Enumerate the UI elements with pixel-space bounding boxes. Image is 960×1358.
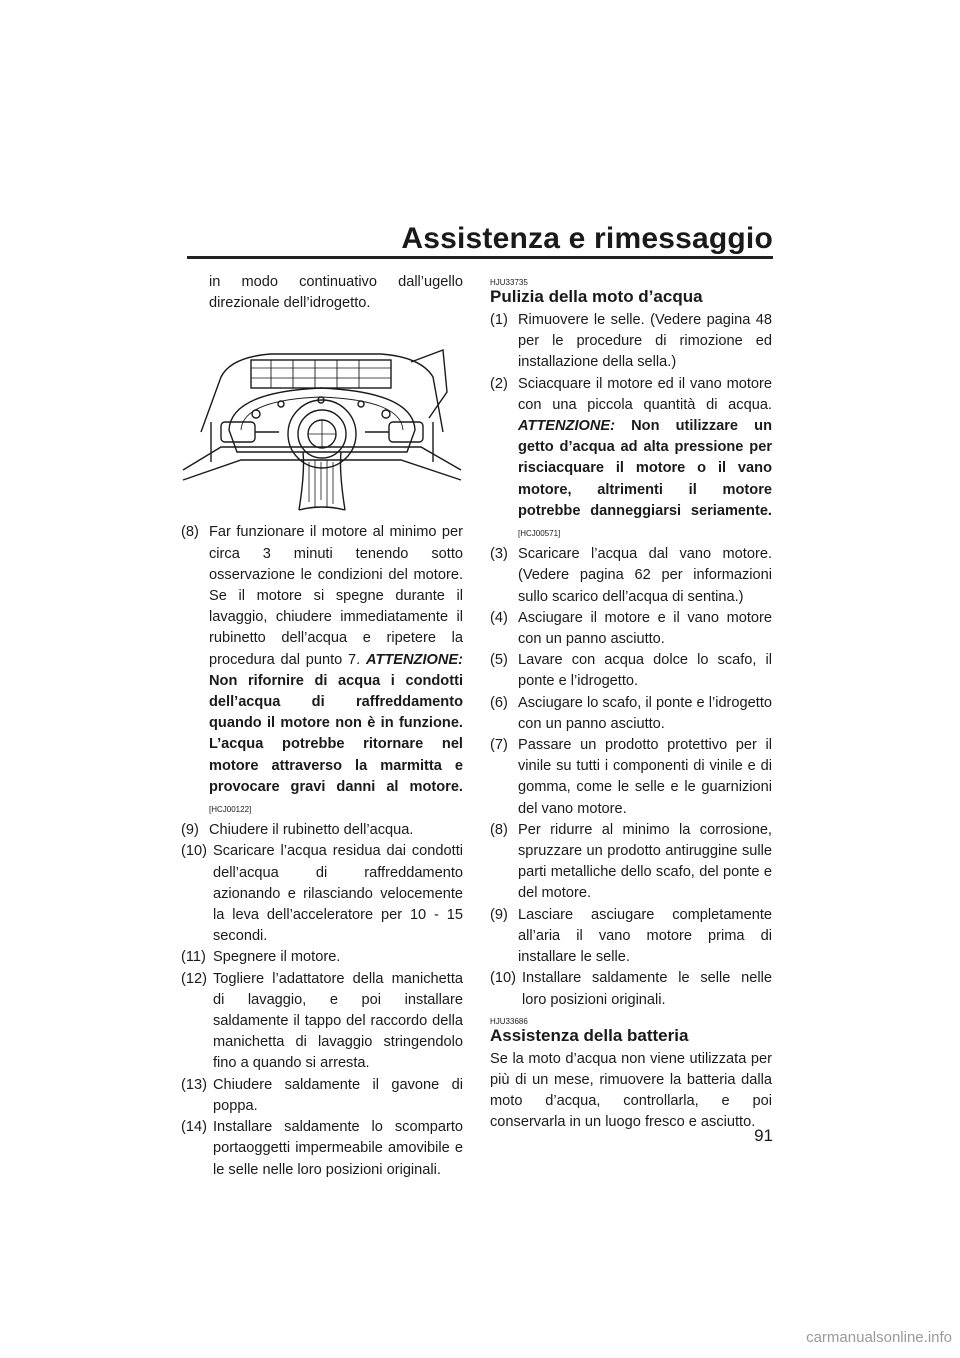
item-number: (1) — [490, 312, 508, 328]
item-number: (8) — [490, 821, 508, 838]
list-item — [490, 905, 772, 969]
item-number: (3) — [490, 546, 508, 563]
list-item — [181, 947, 463, 968]
list-item — [490, 310, 772, 374]
item-text: Per ridurre al minimo la corrosione, spruzzare un prodotto antiruggine sulle parti metalliche dello scafo, del ponte e del motore. — [518, 821, 772, 902]
header-rule — [187, 256, 773, 259]
item-text: Chiudere il rubinetto dell’acqua. — [209, 822, 414, 839]
item-text: Asciugare il motore e il vano motore con un panno asciutto. — [518, 609, 772, 648]
reference-code: [HCJ00571] — [518, 529, 561, 539]
list-item — [490, 968, 772, 1010]
item-text: Scaricare l’acqua dal vano motore. (Vedere pagina 62 per informazioni sullo scarico dell’acqua di sentina.) — [518, 546, 772, 605]
intro-text: in modo continuativo dall’ugello direzionale dell’idrogetto. — [209, 274, 463, 312]
item-text: Chiudere saldamente il gavone di poppa. — [213, 1076, 463, 1114]
caution-label: ATTENZIONE: — [365, 651, 463, 668]
item-number: (13) — [181, 1076, 207, 1093]
item-number: (5) — [490, 652, 508, 669]
item-text: Installare saldamente le selle nelle loro posizioni originali. — [522, 970, 772, 1008]
item-text: Rimuovere le selle. (Vedere pagina 48 per le procedure di rimozione ed installazione della sella.) — [518, 312, 772, 371]
item-text: Lasciare asciugare completamente all’aria il vano motore prima di installare le selle. — [518, 906, 772, 966]
list-item — [181, 1117, 463, 1181]
list-item — [490, 544, 772, 608]
reference-code: [HCJ00122] — [209, 805, 252, 815]
section-code: HJU33735 — [490, 278, 528, 287]
watermark: carmanualsonline.info — [806, 1329, 952, 1346]
section-text: Se la moto d’acqua non viene utilizzata per più di un mese, rimuovere la batteria dalla moto d’acqua, controllarla, e poi conservarla in un luogo fresco e asciutto. — [490, 1050, 772, 1131]
list-item — [181, 969, 463, 1075]
item-number: (14) — [181, 1119, 207, 1136]
right-column — [490, 272, 772, 1134]
item-text: Spegnere il motore. — [213, 949, 341, 966]
page-number: 91 — [754, 1126, 773, 1145]
item-text: Passare un prodotto protettivo per il vinile su tutti i componenti di vinile e di gomma, come le selle e le guarnizioni del vano motore. — [518, 737, 772, 817]
list-item — [181, 1075, 463, 1117]
list-item — [490, 608, 772, 650]
list-item — [181, 522, 463, 820]
caution-text: Non rifornire di acqua i condotti dell’acqua di raffreddamento quando il motore non è in funzione. L’acqua potrebbe ritornare nel motore attraverso la marmitta e provocare gravi danni al motore. — [209, 672, 463, 795]
item-number: (9) — [181, 822, 199, 839]
item-number: (11) — [181, 949, 206, 966]
item-number: (10) — [181, 843, 207, 860]
item-text: Far funzionare il motore al minimo per circa 3 minuti tenendo sotto osservazione le condizioni del motore. Se il motore si spegne durante il lavaggio, chiudere immediatamente il rubinetto dell’acqua e ripetere la procedura dal punto 7. — [209, 524, 463, 668]
section-code: HJU33686 — [490, 1016, 528, 1026]
item-number: (8) — [181, 524, 199, 541]
item-number: (7) — [490, 737, 508, 754]
item-number: (4) — [490, 609, 508, 626]
caution-label: ATTENZIONE: — [518, 418, 616, 435]
list-item — [490, 650, 772, 692]
item-number: (6) — [490, 694, 508, 711]
caution-text: Non utilizzare un getto d’acqua ad alta pressione per risciacquare il motore o il vano motore, altrimenti il motore potrebbe danneggiarsi seriamente. — [518, 418, 772, 519]
item-number: (10) — [490, 970, 516, 987]
list-item — [490, 820, 772, 905]
item-number: (9) — [490, 906, 508, 923]
list-item — [181, 841, 463, 947]
left-column — [181, 272, 463, 1181]
item-text: Sciacquare il motore ed il vano motore con una piccola quantità di acqua. — [518, 375, 772, 413]
item-text: Lavare con acqua dolce lo scafo, il ponte e l’idrogetto. — [518, 652, 772, 690]
item-number: (12) — [181, 970, 207, 987]
section-title: Assistenza della batteria — [490, 1025, 689, 1045]
item-number: (2) — [490, 375, 508, 392]
list-item — [181, 820, 463, 841]
item-text: Scaricare l’acqua residua dai condotti dell’acqua di raffreddamento azionando e rilasciando velocemente la leva dell’acceleratore per 10 - 15 secondi. — [213, 843, 463, 945]
list-item — [490, 374, 772, 545]
item-text: Installare saldamente lo scomparto portaoggetti impermeabile amovibile e le selle nelle loro posizioni originali. — [213, 1119, 463, 1178]
page-header-title: Assistenza e rimessaggio — [401, 222, 773, 255]
item-text: Togliere l’adattatore della manichetta di lavaggio, e poi installare saldamente il tappo del raccordo della manichetta di lavaggio stringendolo fino a quando si arresta. — [213, 970, 463, 1072]
jet-nozzle-flushing-illustration — [181, 322, 463, 512]
section-title: Pulizia della moto d’acqua — [490, 287, 703, 306]
item-text: Asciugare lo scafo, il ponte e l’idrogetto con un panno asciutto. — [518, 694, 772, 732]
list-item — [490, 693, 772, 735]
list-item — [490, 735, 772, 820]
